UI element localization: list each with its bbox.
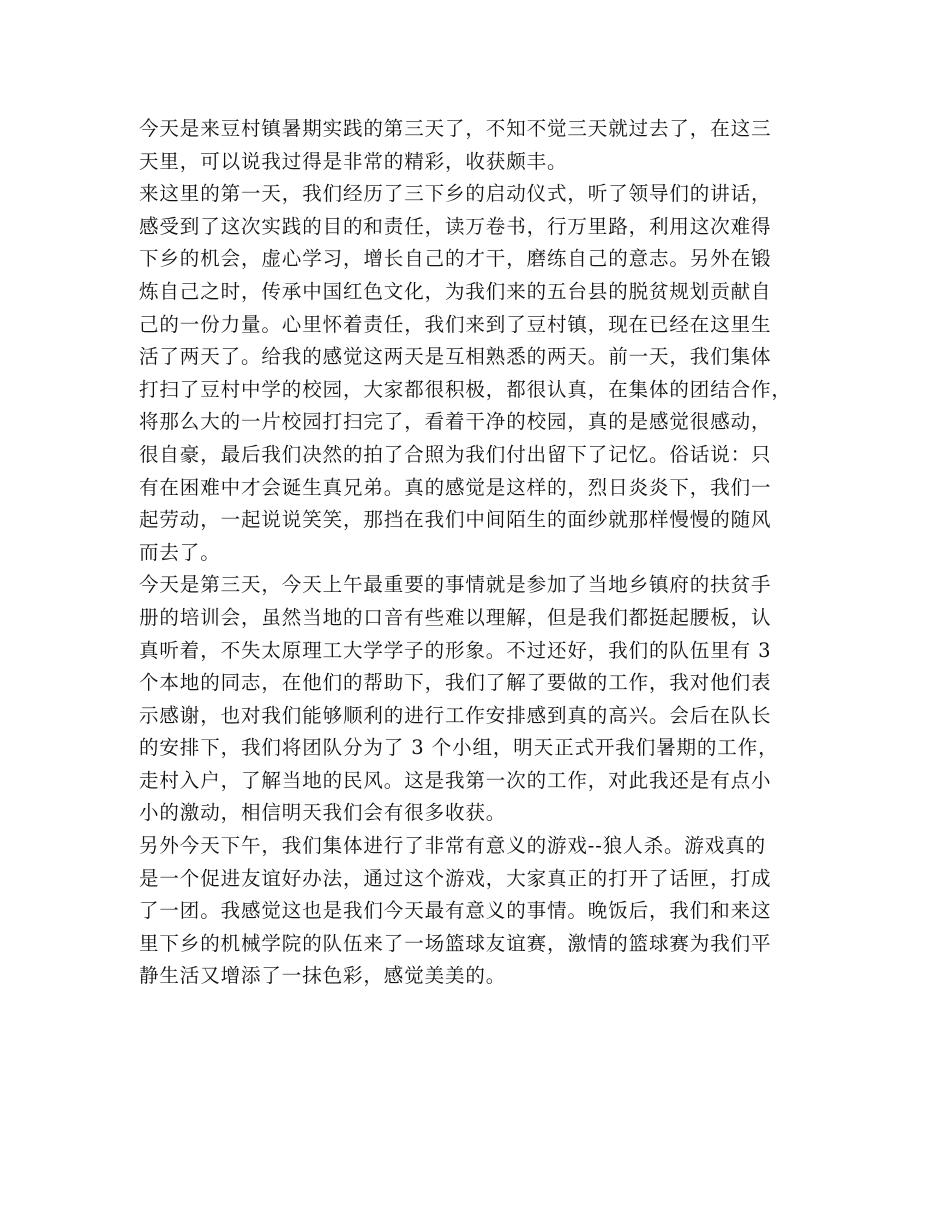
text-line: 真听着，不失太原理工大学学子的形象。不过还好，我们的队伍里有 3	[139, 638, 772, 662]
text-line: 感受到了这次实践的目的和责任，读万卷书，行万里路，利用这次难得	[139, 214, 772, 238]
text-line: 己的一份力量。心里怀着责任，我们来到了豆村镇，现在已经在这里生	[139, 312, 772, 336]
text-line: 打扫了豆村中学的校园，大家都很积极，都很认真，在集体的团结合作，	[139, 377, 792, 401]
text-line: 来这里的第一天，我们经历了三下乡的启动仪式，听了领导们的讲话，	[139, 182, 772, 206]
text-line: 走村入户，了解当地的民风。这是我第一次的工作，对此我还是有点小	[139, 768, 772, 792]
text-line: 有在困难中才会诞生真兄弟。真的感觉是这样的，烈日炎炎下，我们一	[139, 475, 772, 499]
text-line: 而去了。	[139, 540, 221, 564]
text-line: 今天是来豆村镇暑期实践的第三天了，不知不觉三天就过去了，在这三	[139, 117, 772, 140]
paragraph-4	[139, 830, 815, 993]
text-line: 起劳动，一起说说笑笑，那挡在我们中间陌生的面纱就那样慢慢的随风	[139, 508, 772, 532]
text-line: 炼自己之时，传承中国红色文化，为我们来的五台县的脱贫规划贡献自	[139, 279, 772, 303]
document-body	[139, 113, 815, 993]
text-line: 将那么大的一片校园打扫完了，看着干净的校园，真的是感觉很感动，	[139, 410, 772, 434]
paragraph-1	[139, 113, 815, 178]
paragraph-2	[139, 178, 815, 569]
paragraph-3	[139, 569, 815, 830]
text-line: 天里，可以说我过得是非常的精彩，收获颇丰。	[139, 149, 568, 173]
text-line: 里下乡的机械学院的队伍来了一场篮球友谊赛，激情的篮球赛为我们平	[139, 931, 772, 955]
text-line: 个本地的同志，在他们的帮助下，我们了解了要做的工作，我对他们表	[139, 671, 772, 695]
text-line: 活了两天了。给我的感觉这两天是互相熟悉的两天。前一天，我们集体	[139, 345, 772, 369]
text-line: 今天是第三天，今天上午最重要的事情就是参加了当地乡镇府的扶贫手	[139, 573, 772, 597]
text-line: 示感谢，也对我们能够顺利的进行工作安排感到真的高兴。会后在队长	[139, 703, 772, 727]
text-line: 下乡的机会，虚心学习，增长自己的才干，磨练自己的意志。另外在锻	[139, 247, 772, 271]
text-line: 了一团。我感觉这也是我们今天最有意义的事情。晚饭后，我们和来这	[139, 899, 772, 923]
text-line: 另外今天下午，我们集体进行了非常有意义的游戏--狼人杀。游戏真的	[139, 834, 766, 858]
text-line: 小的激动，相信明天我们会有很多收获。	[139, 801, 507, 825]
text-line: 册的培训会，虽然当地的口音有些难以理解，但是我们都挺起腰板，认	[139, 605, 772, 629]
text-line: 很自豪，最后我们决然的拍了合照为我们付出留下了记忆。俗话说：只	[139, 442, 772, 466]
text-line: 静生活又增添了一抹色彩，感觉美美的。	[139, 964, 507, 988]
text-line: 是一个促进友谊好办法，通过这个游戏，大家真正的打开了话匣，打成	[139, 866, 772, 890]
text-line: 的安排下，我们将团队分为了 3 个小组，明天正式开我们暑期的工作，	[139, 736, 779, 760]
